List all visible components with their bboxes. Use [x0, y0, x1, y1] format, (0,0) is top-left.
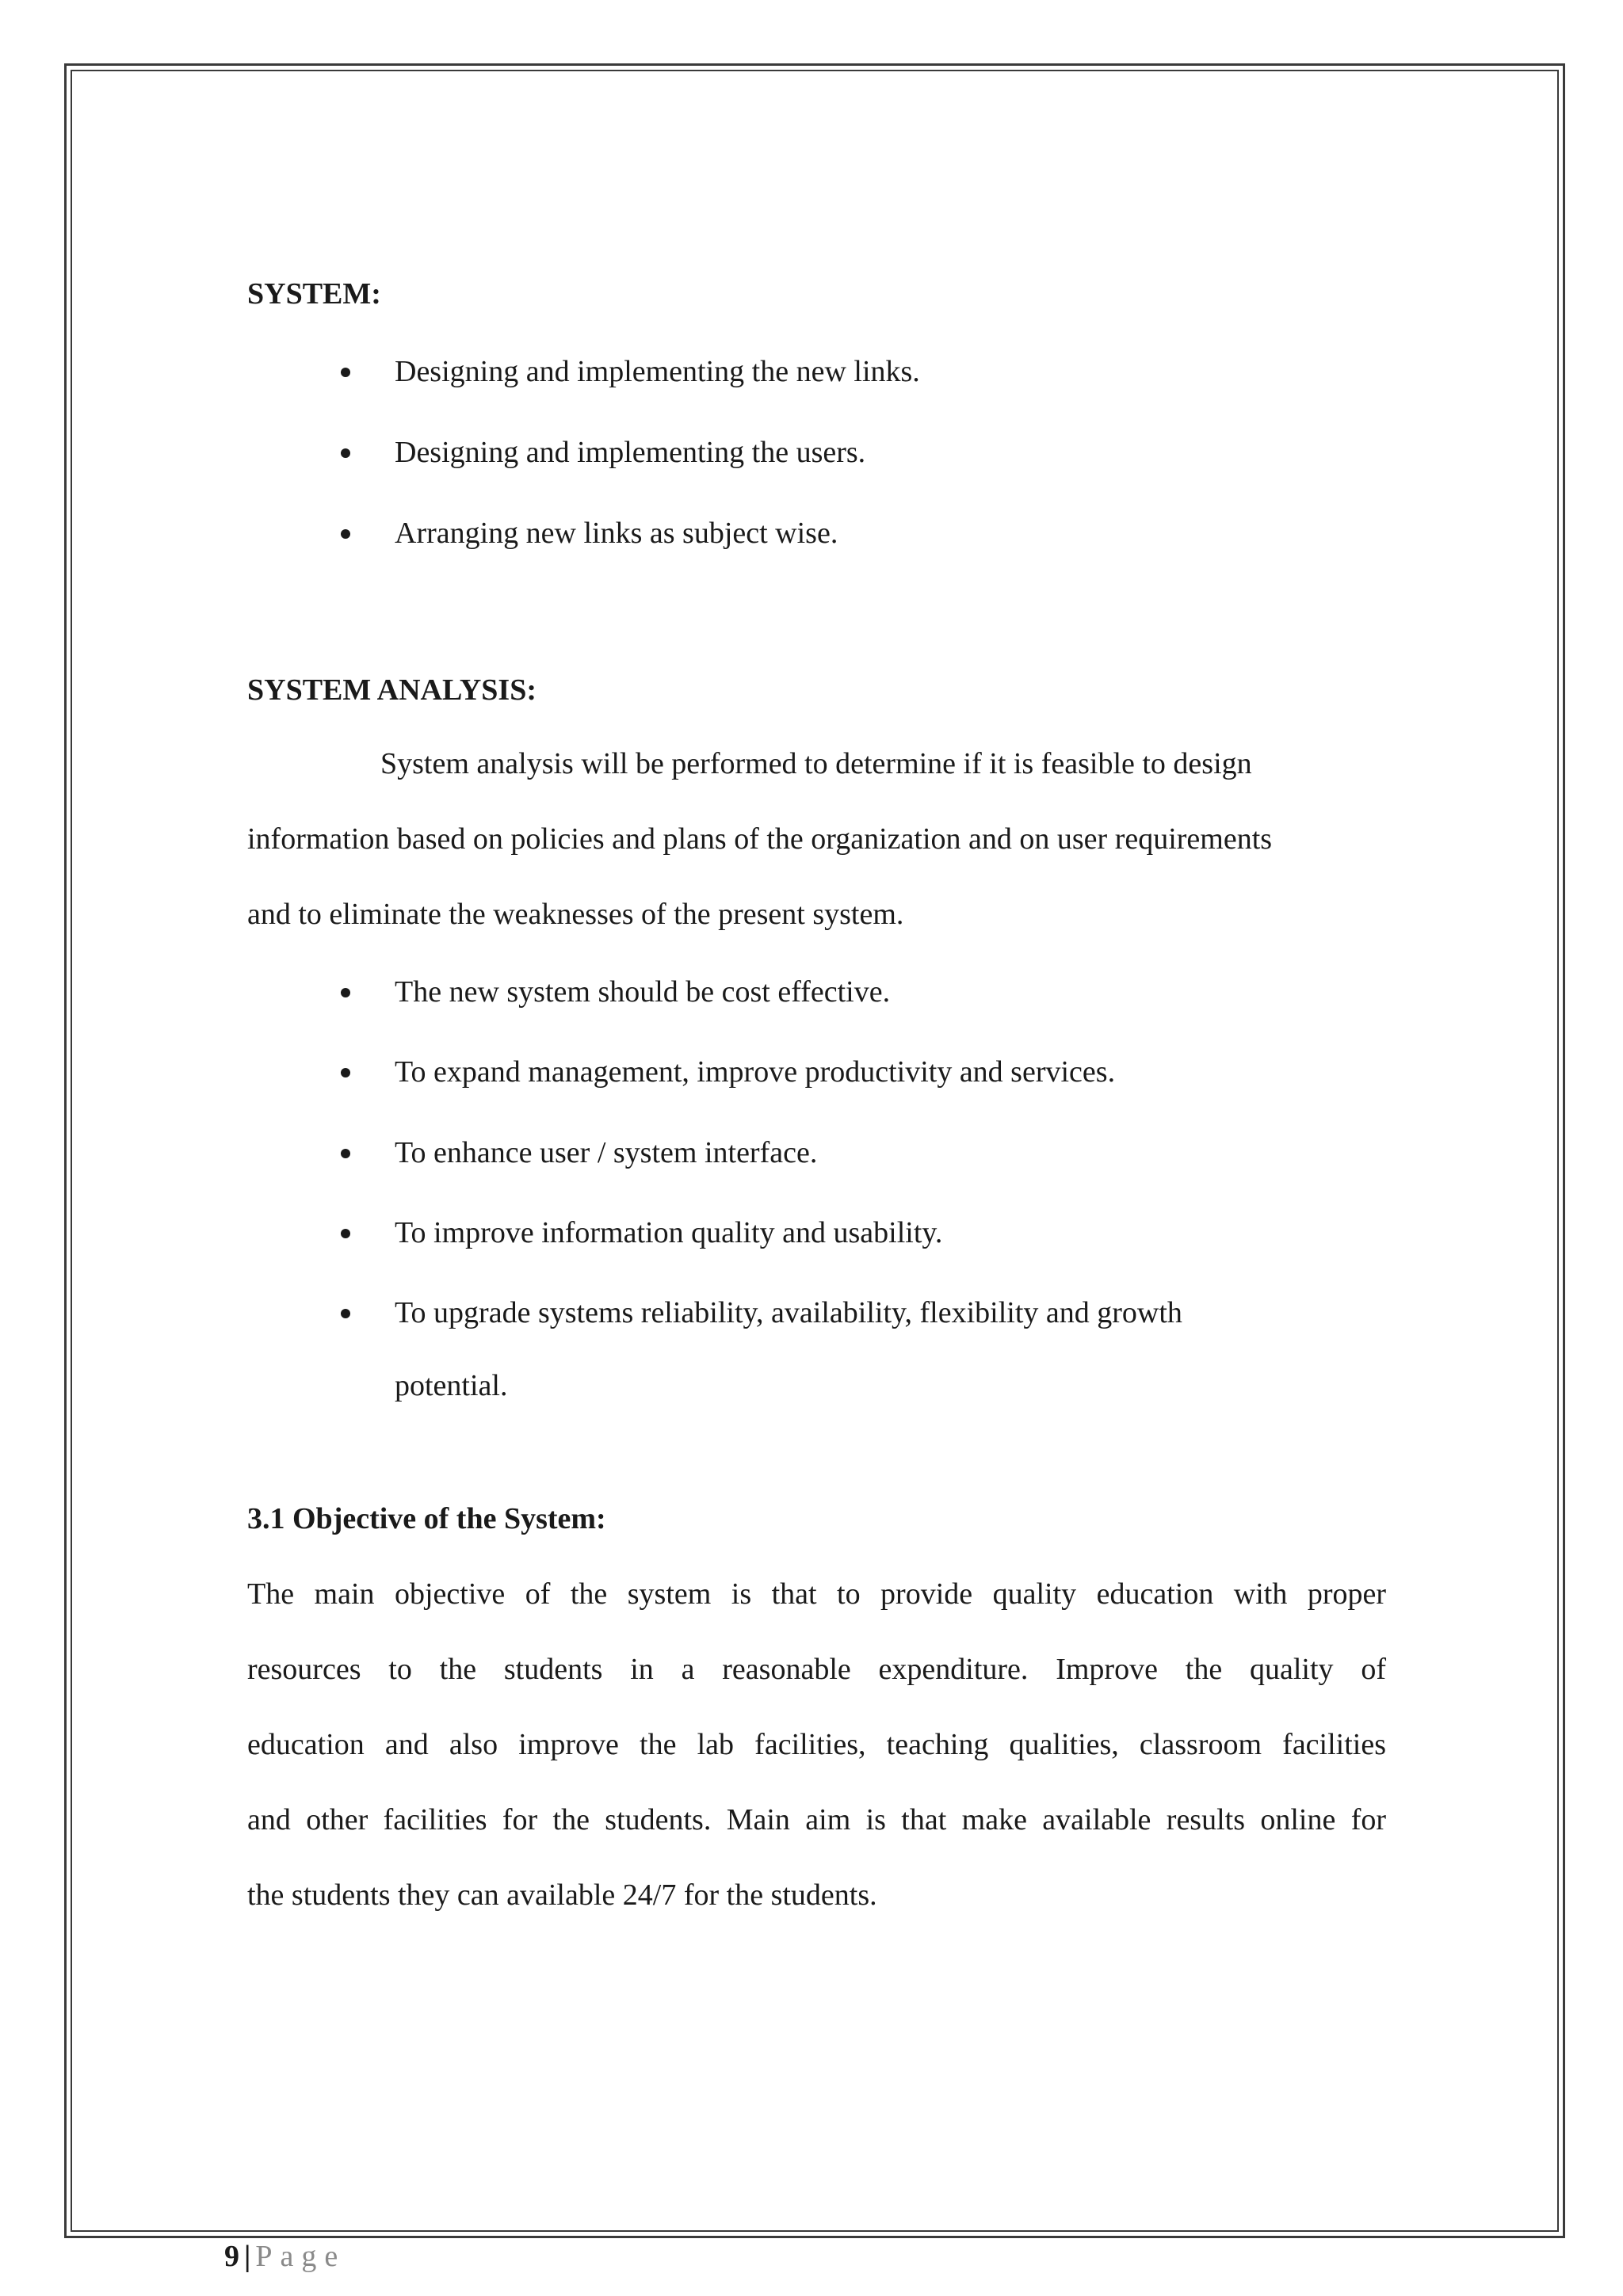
objective-paragraph-line: The main objective of the system is that to provide quality education with proper	[247, 1577, 1386, 1611]
list-item-text: The new system should be cost effective.	[395, 975, 891, 1009]
objective-heading: 3.1 Objective of the System:	[247, 1502, 606, 1535]
list-item-text: To expand management, improve productivity and services.	[395, 1055, 1116, 1089]
objective-paragraph-line: education and also improve the lab facilities, teaching qualities, classroom facilities	[247, 1728, 1386, 1761]
bullet-icon	[341, 988, 350, 997]
analysis-paragraph-line: System analysis will be performed to determine if it is feasible to design	[380, 747, 1252, 780]
bullet-icon	[341, 448, 350, 458]
bullet-icon	[341, 1149, 350, 1158]
objective-paragraph-line: resources to the students in a reasonable expenditure. Improve the quality of	[247, 1653, 1386, 1686]
bullet-icon	[341, 1309, 350, 1318]
objective-paragraph-line: the students they can available 24/7 for the students.	[247, 1878, 877, 1912]
list-item-text: Arranging new links as subject wise.	[395, 517, 838, 550]
list-item-text: To enhance user / system interface.	[395, 1136, 818, 1169]
page-number: 9	[224, 2240, 239, 2273]
footer-separator: |	[244, 2240, 251, 2273]
objective-paragraph-line: and other facilities for the students. Main aim is that make available results online for	[247, 1803, 1386, 1836]
list-item-continuation: potential.	[395, 1369, 508, 1402]
list-item-text: Designing and implementing the users.	[395, 436, 866, 469]
page-footer	[224, 2241, 346, 2271]
list-item-text: To upgrade systems reliability, availability, flexibility and growth	[395, 1296, 1182, 1329]
analysis-paragraph-line: information based on policies and plans of the organization and on user requirements	[247, 822, 1273, 856]
bullet-icon	[341, 1068, 350, 1077]
bullet-icon	[341, 368, 350, 377]
list-item-text: Designing and implementing the new links.	[395, 355, 920, 388]
page-label: Page	[255, 2240, 346, 2273]
bullet-icon	[341, 1229, 350, 1238]
analysis-paragraph-line: and to eliminate the weaknesses of the present system.	[247, 898, 904, 931]
system-analysis-heading: SYSTEM ANALYSIS:	[247, 673, 537, 707]
system-heading: SYSTEM:	[247, 277, 381, 311]
list-item-text: To improve information quality and usability.	[395, 1216, 943, 1249]
bullet-icon	[341, 529, 350, 539]
